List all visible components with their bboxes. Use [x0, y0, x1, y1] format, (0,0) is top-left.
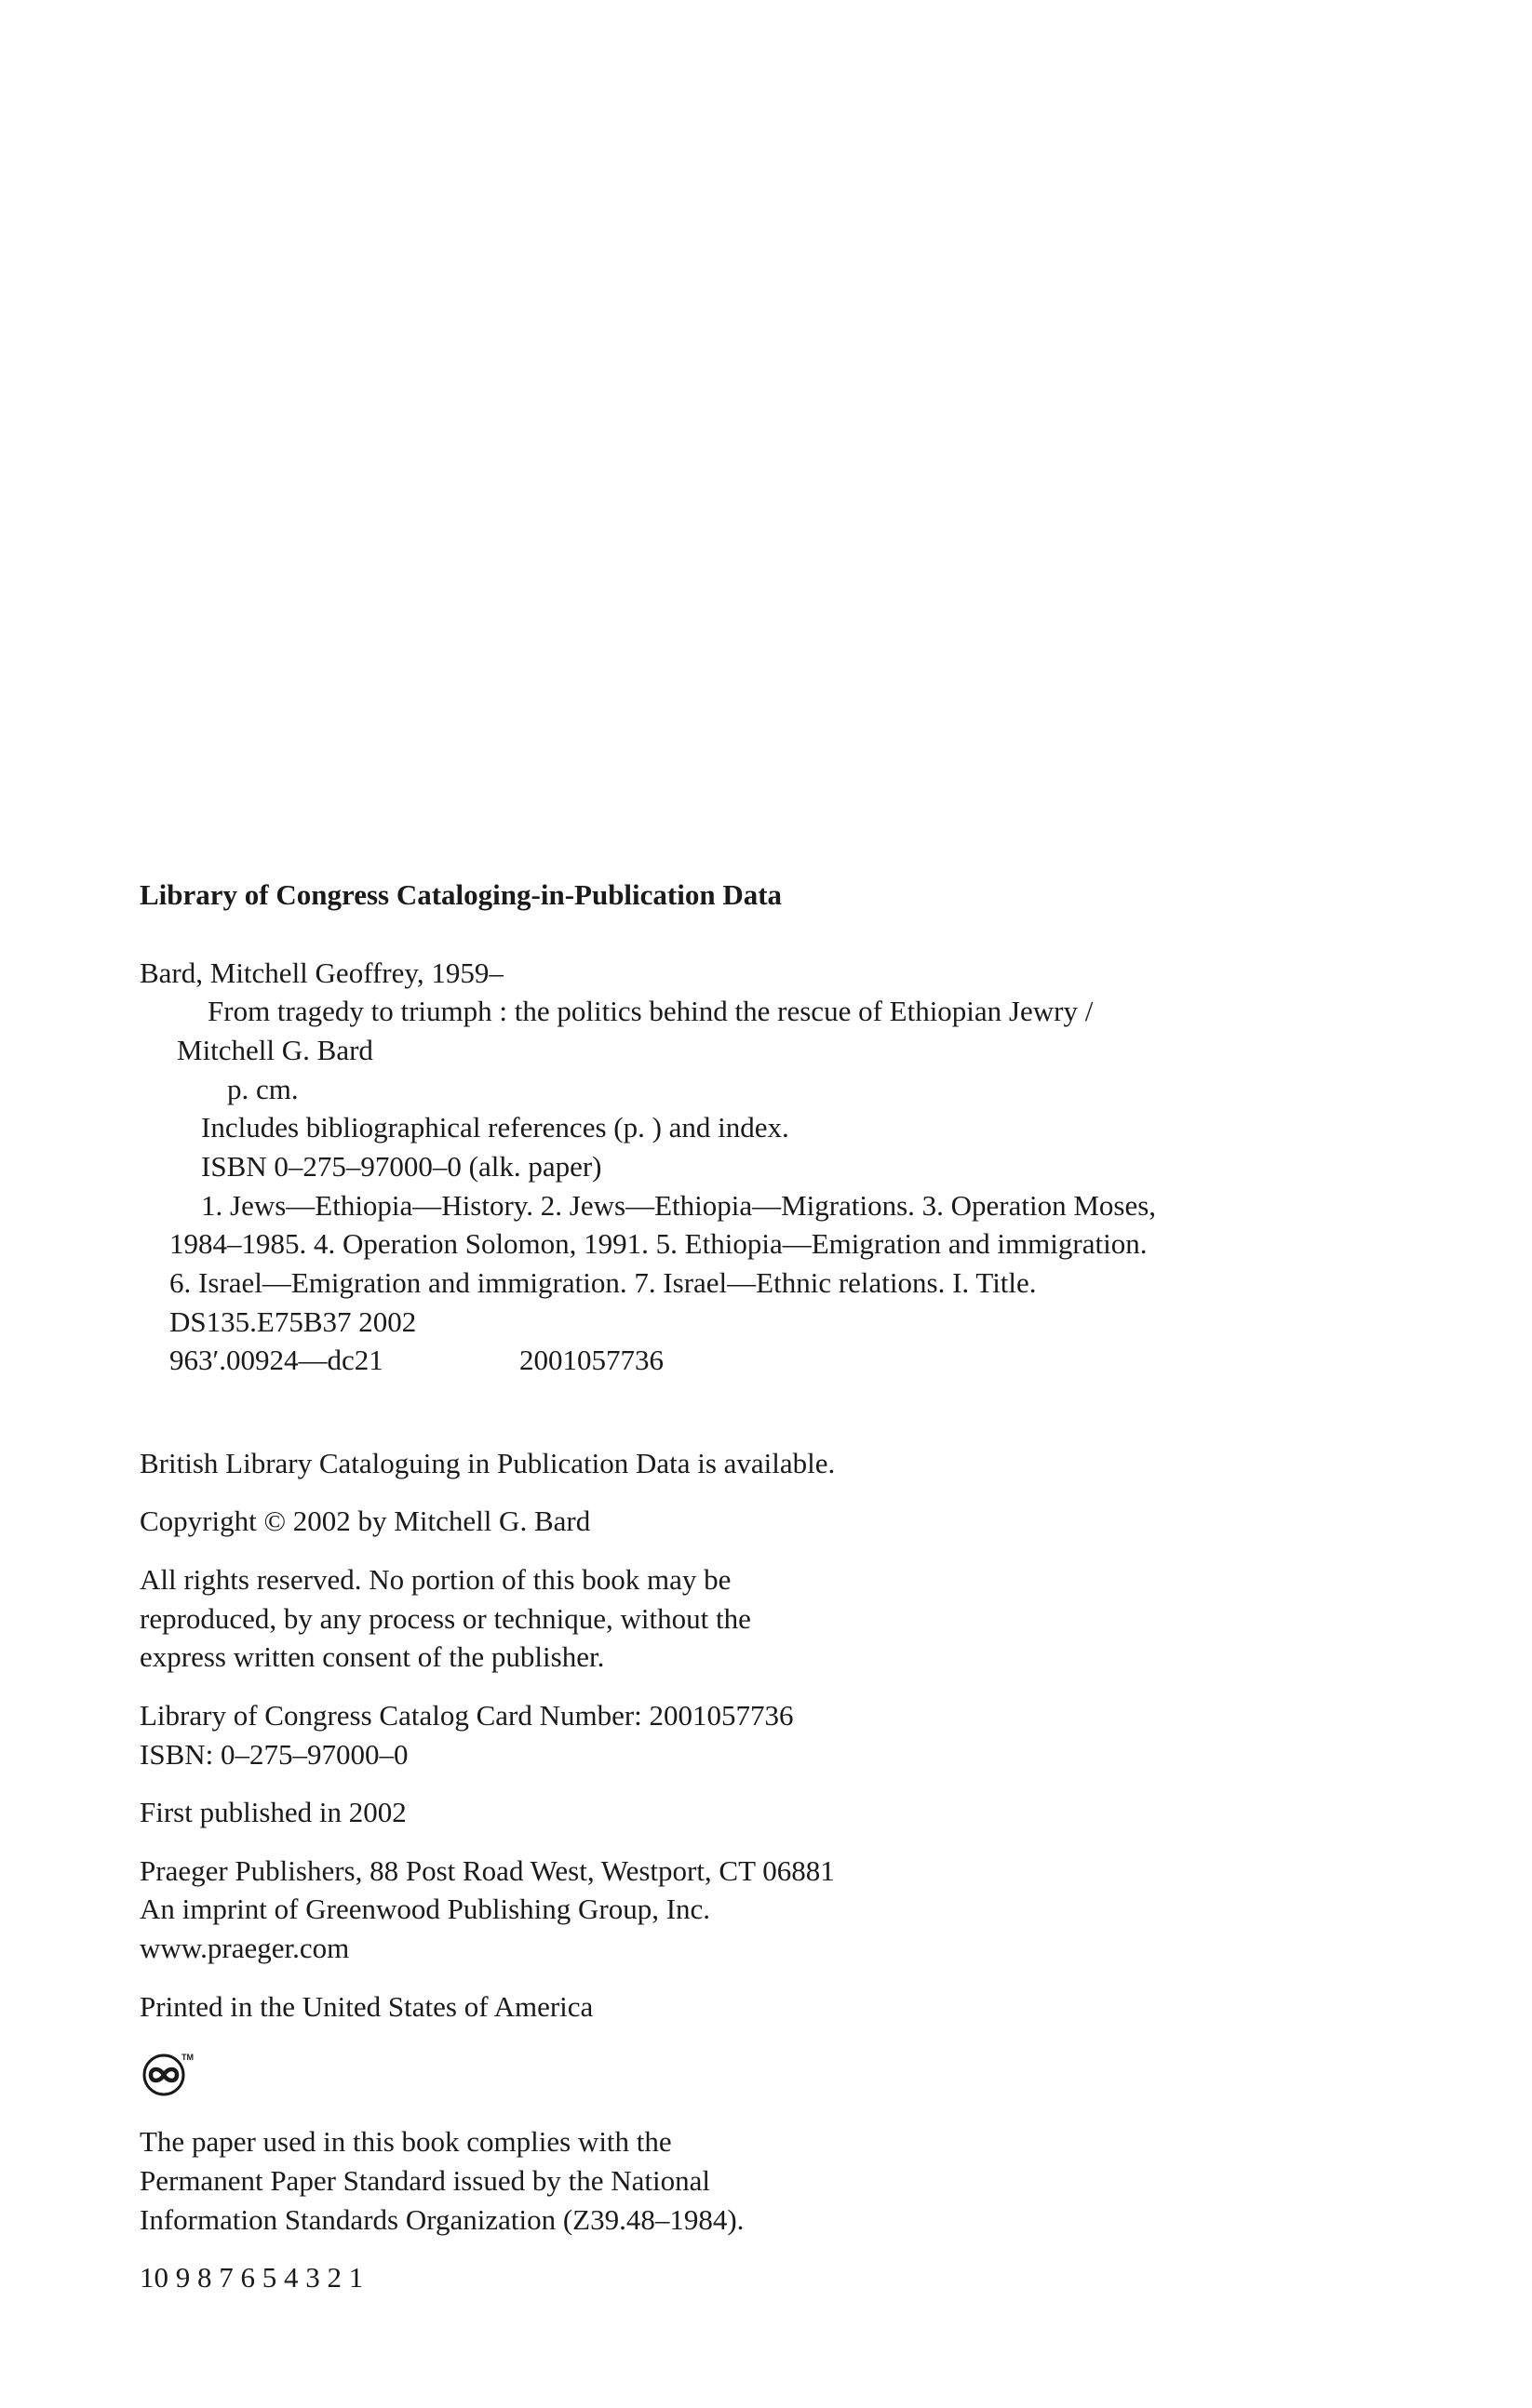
cip-author: Bard, Mitchell Geoffrey, 1959– — [140, 957, 504, 989]
rights-line-3: express written consent of the publisher. — [140, 1640, 605, 1673]
cip-subjects-line-1: 1. Jews—Ethiopia—History. 2. Jews—Ethiopia—Migrations. 3. Operation Moses, — [201, 1189, 1157, 1222]
isbn-line: ISBN: 0–275–97000–0 — [140, 1738, 409, 1771]
printing-line: 10 9 8 7 6 5 4 3 2 1 — [140, 2261, 364, 2294]
cip-lccn: 2001057736 — [519, 1344, 664, 1376]
copyright-notice: Copyright © 2002 by Mitchell G. Bard — [140, 1505, 591, 1537]
cip-bibliography: Includes bibliographical references (p. ) and index. — [201, 1111, 789, 1144]
trademark-mark: TM — [181, 2053, 194, 2062]
cip-title-line-1: From tragedy to triumph : the politics behind the rescue of Ethiopian Jewry / — [208, 995, 1094, 1027]
british-library-note: British Library Cataloguing in Publication Data is available. — [140, 1447, 836, 1479]
publisher-line-1: Praeger Publishers, 88 Post Road West, Westport, CT 06881 — [140, 1854, 835, 1887]
first-published: First published in 2002 — [140, 1796, 407, 1828]
cip-subjects-line-3: 6. Israel—Emigration and immigration. 7. Israel—Ethnic relations. I. Title. — [169, 1266, 1037, 1299]
cip-subjects-line-2: 1984–1985. 4. Operation Solomon, 1991. 5. Ethiopia—Emigration and immigration. — [169, 1227, 1148, 1260]
cip-isbn: ISBN 0–275–97000–0 (alk. paper) — [201, 1150, 602, 1183]
paper-line-1: The paper used in this book complies with the — [140, 2125, 672, 2158]
publisher-line-2: An imprint of Greenwood Publishing Group, Inc. — [140, 1893, 711, 1925]
cip-dewey: 963′.00924—dc21 — [169, 1344, 383, 1376]
cip-title-line-2: Mitchell G. Bard — [177, 1034, 373, 1066]
cip-heading: Library of Congress Cataloging-in-Publication Data — [140, 878, 783, 911]
cip-lc-class: DS135.E75B37 2002 — [169, 1305, 417, 1338]
publisher-website: www.praeger.com — [140, 1932, 350, 1964]
rights-line-2: reproduced, by any process or technique, without the — [140, 1602, 751, 1635]
paper-line-3: Information Standards Organization (Z39.48–1984). — [140, 2203, 745, 2236]
printed-in: Printed in the United States of America — [140, 1990, 594, 2023]
cip-pagination: p. cm. — [227, 1073, 299, 1105]
catalog-card-number: Library of Congress Catalog Card Number: 2001057736 — [140, 1699, 794, 1732]
paper-line-2: Permanent Paper Standard issued by the National — [140, 2164, 710, 2197]
infinity-permanent-paper-icon — [140, 2050, 195, 2096]
rights-line-1: All rights reserved. No portion of this book may be — [140, 1563, 732, 1596]
